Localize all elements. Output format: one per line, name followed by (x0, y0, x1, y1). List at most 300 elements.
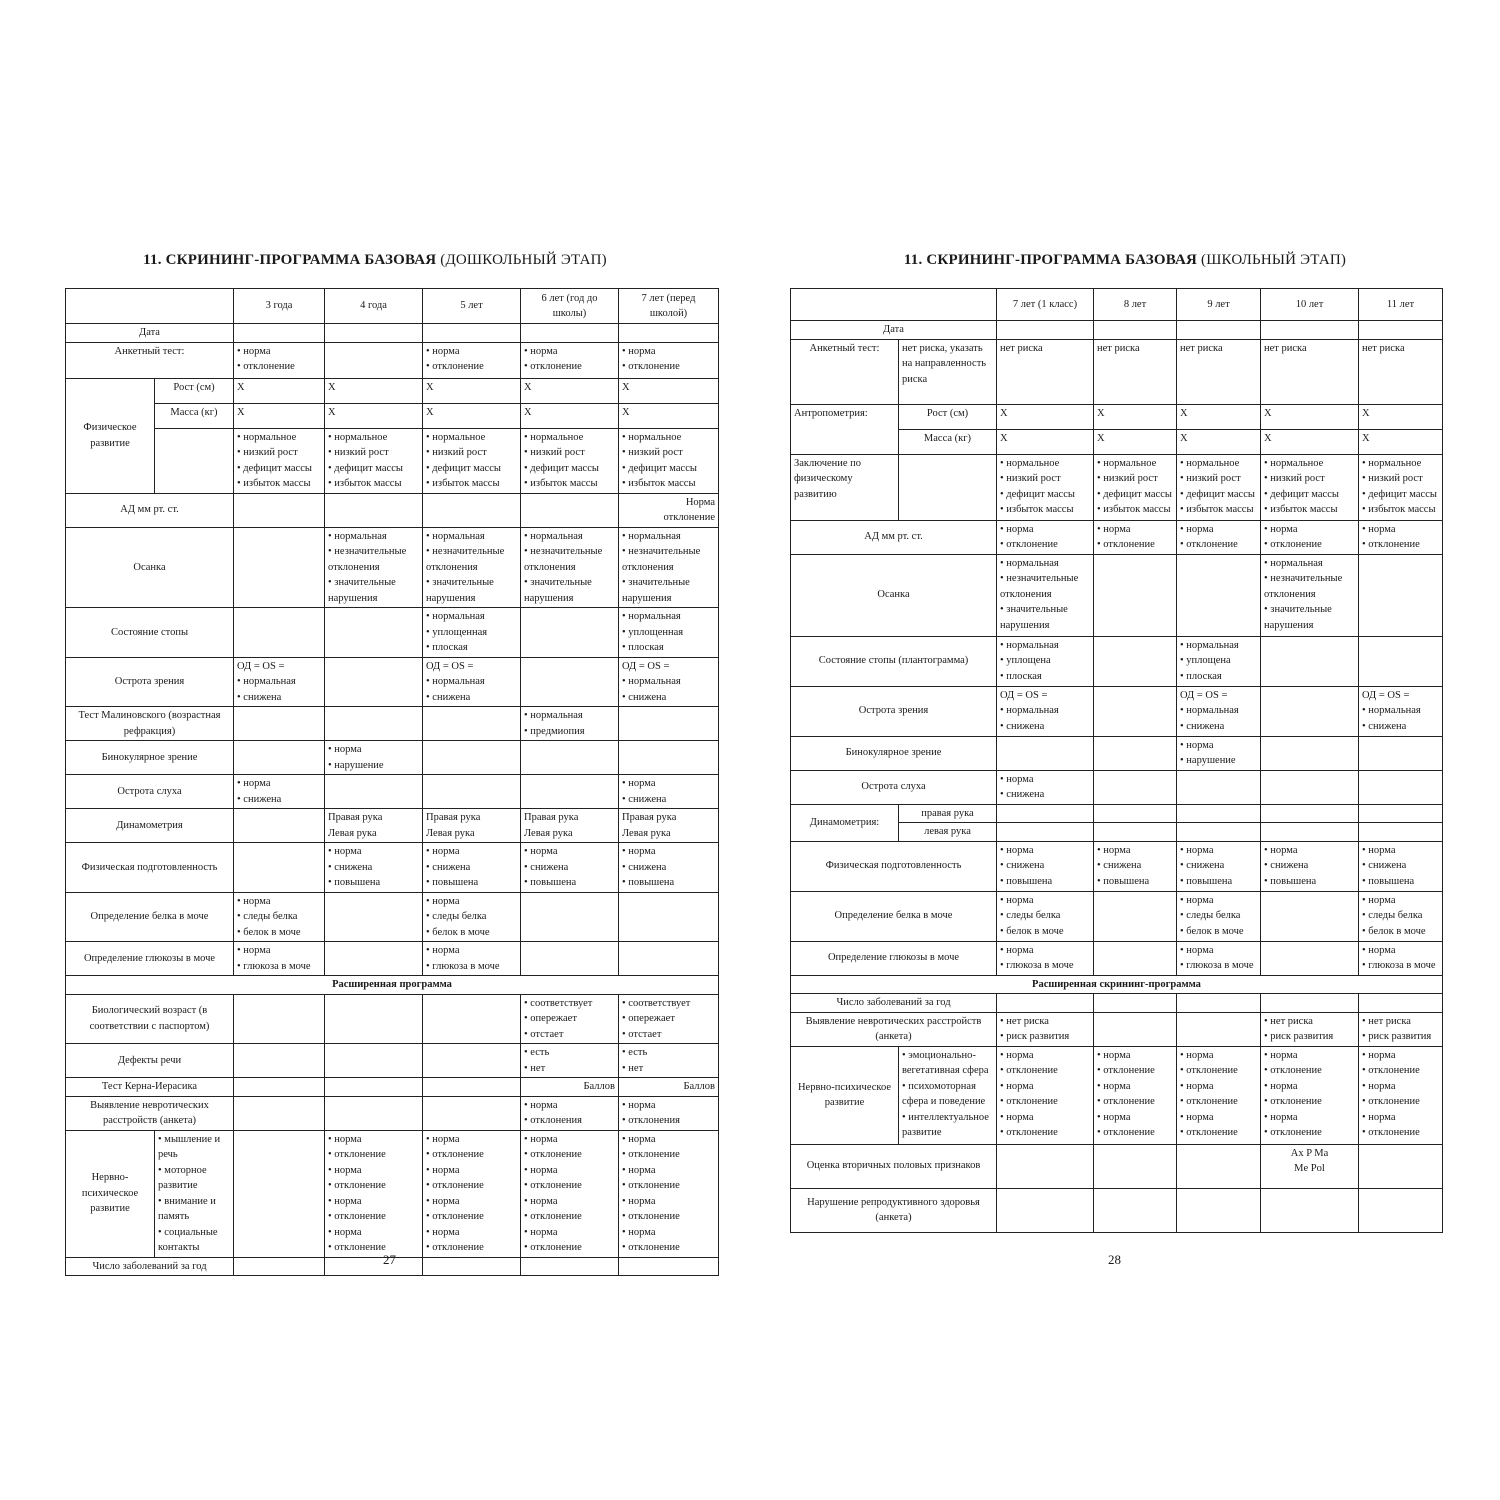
table-cell (1177, 554, 1261, 636)
cell-line: • избыток массы (1180, 504, 1254, 515)
table-cell (791, 289, 997, 321)
cell-line: • следы белка (426, 911, 487, 922)
cell-line: • повышена (1000, 875, 1053, 887)
cell-line: Левая рука (622, 827, 671, 839)
row-label: Нервно-психическое развитие (791, 1046, 899, 1144)
cell-line: • белок в моче (426, 926, 490, 938)
table-cell (234, 994, 325, 1044)
cell-line: • незначительные отклонения (622, 546, 701, 573)
table-cell (997, 1012, 1094, 1046)
cell-line: • нарушение (1180, 755, 1236, 766)
table-cell: нет риска (1177, 339, 1261, 404)
cell-line: • отклонение (237, 361, 295, 372)
table-cell: нет риска (1359, 339, 1443, 404)
table-cell (1261, 520, 1359, 554)
cell-line: • есть (524, 1047, 550, 1058)
table-cell (1094, 841, 1177, 891)
table-cell (423, 1096, 521, 1130)
cell-line: • уплощена (1000, 655, 1051, 666)
cell-line: • предмиопия (524, 725, 585, 737)
table-cell (1094, 636, 1177, 686)
table-cell (423, 493, 521, 527)
table-cell: X (1177, 429, 1261, 454)
table-cell (1359, 994, 1443, 1013)
cell-line: • нормальная (426, 530, 485, 542)
cell-line: • интеллектуальное развитие (902, 1111, 989, 1138)
row-label: Динамометрия (66, 809, 234, 843)
table-cell (1359, 1046, 1443, 1144)
table-cell (997, 891, 1094, 941)
table-cell (423, 527, 521, 608)
table-cell (521, 1096, 619, 1130)
cell-line: • отклонение (1362, 1096, 1420, 1107)
table-cell (619, 994, 719, 1044)
column-header: 3 года (234, 289, 325, 324)
cell-line: • повышена (1097, 875, 1150, 887)
cell-line: • норма (328, 1226, 362, 1238)
cell-line: • отклонение (328, 1211, 386, 1222)
cell-line: • отклонение (1180, 1065, 1238, 1076)
cell-line: • норма (1097, 1080, 1131, 1092)
table-cell (619, 493, 719, 527)
cell-line: ОД = OS = (622, 660, 670, 672)
cell-line: • незначительные отклонения (1264, 573, 1343, 600)
cell-line: • норма (1362, 1080, 1396, 1092)
table-cell (521, 707, 619, 741)
table-cell (1177, 1144, 1261, 1188)
cell-line: • норма (426, 1195, 460, 1207)
table-cell (619, 324, 719, 343)
cell-line: • норма (1180, 1049, 1214, 1061)
table-cell (1359, 554, 1443, 636)
table-cell (997, 823, 1094, 842)
cell-line: • низкий рост (1097, 473, 1158, 484)
cell-line: • глюкоза в моче (237, 960, 311, 972)
cell-line: • норма (524, 1195, 558, 1207)
row-label: Определение глюкозы в моче (66, 942, 234, 976)
cell-line: • нормальное (1264, 457, 1324, 469)
row-label: Острота зрения (66, 657, 234, 707)
cell-line: • повышена (426, 877, 479, 888)
cell-line: Левая рука (328, 827, 377, 839)
row-label: Нарушение репродуктивного здоровья (анкета) (791, 1188, 997, 1232)
table-cell (234, 1130, 325, 1257)
cell-line: • норма (524, 846, 558, 857)
cell-line: Левая рука (426, 827, 475, 839)
table-cell (325, 657, 423, 707)
table-cell (1359, 736, 1443, 770)
row-label: Острота зрения (791, 686, 997, 736)
table-cell: X (423, 378, 521, 403)
cell-line: • норма (426, 1164, 460, 1176)
cell-line: • отклонение (1362, 539, 1420, 550)
cell-line: • белок в моче (1000, 925, 1064, 937)
cell-line: • белок в моче (237, 926, 301, 938)
cell-line: • норма (328, 1195, 362, 1207)
row-label: Нервно-психическое развитие (66, 1130, 155, 1257)
cell-line: • норма (622, 1099, 656, 1111)
column-header: 4 года (325, 289, 423, 324)
column-header: 7 лет (1 класс) (997, 289, 1094, 321)
cell-line: • отклонение (1362, 1065, 1420, 1076)
cell-line: • норма (1097, 1049, 1131, 1061)
cell-line: • нормальная (1000, 639, 1059, 651)
cell-line: • отклонение (622, 361, 680, 372)
cell-line: • избыток массы (524, 478, 598, 489)
cell-line: ОД = OS = (1362, 689, 1410, 701)
table-cell (1177, 520, 1261, 554)
cell-line: • избыток массы (237, 478, 311, 489)
cell-line: • избыток массы (1000, 504, 1074, 515)
cell-line: • норма (1362, 523, 1396, 535)
table-cell (423, 707, 521, 741)
cell-line: • плоская (426, 642, 468, 653)
cell-line: • плоская (1180, 670, 1222, 682)
table-cell (1177, 891, 1261, 941)
cell-line: • значительные нарушения (426, 577, 494, 604)
table-cell (234, 428, 325, 493)
table-cell (423, 342, 521, 378)
cell-line: • отклонение (1264, 1065, 1322, 1076)
table-cell (325, 741, 423, 775)
row-label: Бинокулярное зрение (66, 741, 234, 775)
table-cell (234, 1096, 325, 1130)
table-cell (521, 994, 619, 1044)
cell-line: • норма (237, 778, 271, 789)
column-header: 11 лет (1359, 289, 1443, 321)
cell-line: • норма (1180, 944, 1214, 956)
table-cell (325, 428, 423, 493)
cell-line: • снижена (237, 691, 282, 703)
row-label: АД мм рт. ст. (66, 493, 234, 527)
cell-line: • соответствует (524, 997, 593, 1009)
table-cell: X (325, 378, 423, 403)
row-label: Тест Керна-Иерасика (66, 1078, 234, 1097)
left-page-title: 11. СКРИНИНГ-ПРОГРАММА БАЗОВАЯ (ДОШКОЛЬНЫЙ ЭТАП) (143, 252, 607, 268)
table-cell (1177, 804, 1261, 823)
row-label: Тест Малиновского (возрастная рефракция) (66, 707, 234, 741)
cell-line: • внимание и память (158, 1195, 216, 1222)
table-cell (521, 342, 619, 378)
cell-line: • снижена (1180, 860, 1225, 871)
cell-line: • соответствует (622, 997, 691, 1009)
cell-line: • низкий рост (1000, 473, 1061, 484)
table-cell (325, 1130, 423, 1257)
table-cell: X (423, 403, 521, 428)
cell-line: • повышена (1362, 875, 1415, 887)
table-cell: X (521, 378, 619, 403)
cell-line: • отклонение (1000, 1065, 1058, 1076)
cell-line: • незначительные отклонения (426, 546, 505, 573)
cell-line: • отклонение (328, 1180, 386, 1191)
table-cell (619, 707, 719, 741)
cell-line: • социальные контакты (158, 1226, 218, 1253)
table-cell (521, 1130, 619, 1257)
cell-line: • отклонение (1264, 1127, 1322, 1138)
table-cell (423, 324, 521, 343)
cell-line: • норма (1180, 894, 1214, 906)
table-cell (1094, 686, 1177, 736)
row-label: Антропометрия: (791, 404, 899, 454)
table-cell (521, 843, 619, 893)
table-cell (1094, 321, 1177, 340)
cell-line: • норма (237, 895, 271, 907)
row-label: АД мм рт. ст. (791, 520, 997, 554)
cell-line: • норма (524, 1226, 558, 1238)
table-cell (423, 1044, 521, 1078)
table-cell (1094, 1012, 1177, 1046)
section-header: Расширенная скрининг-программа (791, 975, 1443, 994)
table-cell (521, 1044, 619, 1078)
table-cell (997, 321, 1094, 340)
cell-line: • повышена (1180, 875, 1233, 887)
table-cell (1359, 636, 1443, 686)
table-cell (1261, 823, 1359, 842)
cell-line: • снижена (1362, 720, 1407, 732)
table-cell (1359, 454, 1443, 520)
table-cell (1261, 994, 1359, 1013)
cell-line: • глюкоза в моче (1180, 960, 1254, 971)
row-label: Выявление невротических расстройств (анкета) (791, 1012, 997, 1046)
cell-line: • дефицит массы (1180, 488, 1255, 500)
table-cell (325, 527, 423, 608)
cell-line: • норма (237, 945, 271, 956)
cell-line: • норма (1362, 1049, 1396, 1061)
cell-line: • норма (1000, 1080, 1034, 1092)
table-cell (1177, 1012, 1261, 1046)
table-cell (234, 1078, 325, 1097)
cell-line: • снижена (1180, 720, 1225, 732)
page-number: 27 (383, 1252, 396, 1267)
table-cell (997, 520, 1094, 554)
table-cell: нет риска (1261, 339, 1359, 404)
cell-line: ОД = OS = (1000, 689, 1048, 701)
cell-line: • отклонение (426, 1211, 484, 1222)
cell-line: • следы белка (1362, 910, 1423, 921)
cell-line: • значительные нарушения (524, 577, 592, 604)
table-cell (619, 1096, 719, 1130)
table-cell (1177, 994, 1261, 1013)
table-cell (325, 775, 423, 809)
cell-line: • избыток массы (426, 478, 500, 489)
cell-line: • нормальная (328, 530, 387, 542)
cell-line: • отклонение (426, 1180, 484, 1191)
row-label: Острота слуха (66, 775, 234, 809)
column-header: 6 лет (год до школы) (521, 289, 619, 324)
table-cell (423, 657, 521, 707)
cell-line: • мышление и речь (158, 1133, 221, 1160)
table-cell (1177, 941, 1261, 975)
table-cell (619, 809, 719, 843)
table-cell: X (1094, 404, 1177, 429)
cell-line: • норма (524, 1133, 558, 1145)
row-label: Осанка (66, 527, 234, 608)
cell-line: • норма (524, 1099, 558, 1111)
table-cell: X (1177, 404, 1261, 429)
cell-line: • нормальная (426, 611, 485, 622)
row-label: Заключение по физическому развитию (791, 454, 899, 520)
table-cell (66, 289, 234, 324)
cell-line: • норма (1000, 1111, 1034, 1123)
table-cell (155, 428, 234, 493)
table-cell (521, 493, 619, 527)
cell-line: • норма (622, 1164, 656, 1176)
table-cell (1359, 941, 1443, 975)
cell-line: • нормальное (1180, 457, 1240, 469)
table-cell: X (1094, 429, 1177, 454)
row-label: Дата (66, 324, 234, 343)
cell-line: • глюкоза в моче (1362, 960, 1436, 971)
cell-line: • нормальная (622, 676, 681, 687)
table-cell (325, 493, 423, 527)
table-cell (1177, 321, 1261, 340)
cell-line: отклонение (663, 512, 715, 523)
cell-line: • отклонение (524, 1180, 582, 1191)
cell-line: • глюкоза в моче (1000, 960, 1074, 971)
table-cell (997, 994, 1094, 1013)
cell-line: • отклонение (1362, 1127, 1420, 1138)
cell-line: Правая рука (426, 812, 481, 823)
table-cell (619, 527, 719, 608)
cell-line: • отклонения (622, 1115, 680, 1126)
table-cell (325, 608, 423, 658)
table-cell: X (234, 378, 325, 403)
table-cell (1094, 804, 1177, 823)
table-cell (234, 843, 325, 893)
table-cell (423, 994, 521, 1044)
cell-line: • нормальное (1097, 457, 1157, 469)
table-cell (1177, 636, 1261, 686)
cell-line: • дефицит массы (328, 462, 403, 474)
cell-line: • норма (622, 846, 656, 857)
table-cell (423, 809, 521, 843)
table-cell (1094, 891, 1177, 941)
cell-line: Левая рука (524, 827, 573, 839)
cell-line: • норма (1362, 1111, 1396, 1123)
cell-line: • следы белка (237, 911, 298, 922)
table-cell (521, 657, 619, 707)
cell-line: • снижена (622, 793, 667, 805)
cell-line: • избыток массы (328, 478, 402, 489)
cell-line: • опережает (524, 1013, 577, 1024)
cell-line: • норма (1000, 523, 1034, 535)
table-cell: X (997, 429, 1094, 454)
cell-line: • норма (426, 945, 460, 956)
cell-line: • отклонение (524, 1242, 582, 1253)
table-cell (1359, 770, 1443, 804)
cell-line: • уплощенная (426, 626, 488, 638)
cell-line: • низкий рост (622, 447, 683, 458)
cell-line: • дефицит массы (237, 462, 312, 474)
table-cell (1177, 686, 1261, 736)
column-header: 8 лет (1094, 289, 1177, 321)
table-cell (997, 770, 1094, 804)
table-cell (1094, 454, 1177, 520)
cell-line: • отклонение (622, 1242, 680, 1253)
cell-line: • отклонение (524, 1211, 582, 1222)
cell-line: • нет риска (1264, 1015, 1313, 1027)
cell-line: • норма (1180, 844, 1214, 856)
row-label: Определение белка в моче (791, 891, 997, 941)
table-cell (234, 809, 325, 843)
cell-line: • нормальное (524, 431, 584, 443)
cell-line: Правая рука (328, 812, 383, 823)
cell-line: • отклонение (622, 1211, 680, 1222)
section-header: Расширенная программа (66, 976, 719, 995)
cell-line: • дефицит массы (426, 462, 501, 474)
table-cell (1094, 554, 1177, 636)
table-cell: X (1261, 429, 1359, 454)
cell-line: • нет риска (1000, 1015, 1049, 1027)
table-cell (155, 1130, 234, 1257)
table-cell (521, 608, 619, 658)
table-cell (997, 1188, 1094, 1232)
table-cell (1261, 1046, 1359, 1144)
cell-line: ОД = OS = (237, 660, 285, 672)
table-cell (1261, 1144, 1359, 1188)
row-label: Физическая подготовленность (66, 843, 234, 893)
cell-line: • нормальная (1362, 705, 1421, 716)
table-cell (234, 1257, 325, 1276)
cell-line: • отклонение (1000, 1127, 1058, 1138)
cell-line: • отклонение (1180, 539, 1238, 550)
cell-line: • моторное развитие (158, 1164, 207, 1191)
cell-line: • снижена (1097, 860, 1142, 871)
cell-line: • белок в моче (1180, 925, 1244, 937)
table-cell (1359, 1012, 1443, 1046)
table-cell: X (521, 403, 619, 428)
table-cell (234, 942, 325, 976)
table-cell (619, 608, 719, 658)
cell-line: • избыток массы (1362, 504, 1436, 515)
table-cell (521, 775, 619, 809)
table-cell (619, 775, 719, 809)
cell-line: • норма (237, 345, 271, 357)
cell-line: • снижена (426, 691, 471, 703)
table-cell (521, 809, 619, 843)
cell-line: • норма (622, 1226, 656, 1238)
table-cell (1177, 770, 1261, 804)
table-cell (1261, 554, 1359, 636)
table-cell (1094, 941, 1177, 975)
cell-line: • нормальное (1000, 457, 1060, 469)
table-cell (234, 342, 325, 378)
cell-line: • нормальная (1000, 557, 1059, 569)
page-number: 28 (1108, 1252, 1121, 1267)
cell-line: • незначительные отклонения (1000, 573, 1079, 600)
cell-line: • риск развития (1000, 1031, 1070, 1042)
cell-line: • норма (1180, 523, 1214, 535)
table-cell (325, 1078, 423, 1097)
cell-line: • отклонение (426, 1242, 484, 1253)
row-label: Рост (см) (155, 378, 234, 403)
table-cell (1261, 636, 1359, 686)
table-cell (234, 657, 325, 707)
row-label: Анкетный тест: (791, 339, 899, 404)
row-label: Острота слуха (791, 770, 997, 804)
table-cell (234, 707, 325, 741)
table-cell: нет риска (997, 339, 1094, 404)
table-cell (234, 324, 325, 343)
cell-line: • избыток массы (622, 478, 696, 489)
cell-line: • низкий рост (524, 447, 585, 458)
cell-line: • норма (1264, 1049, 1298, 1061)
row-label: Число заболеваний за год (66, 1257, 234, 1276)
table-cell (1359, 321, 1443, 340)
cell-line: • норма (426, 345, 460, 357)
cell-line: • повышена (328, 877, 381, 888)
cell-line: • норма (1362, 944, 1396, 956)
